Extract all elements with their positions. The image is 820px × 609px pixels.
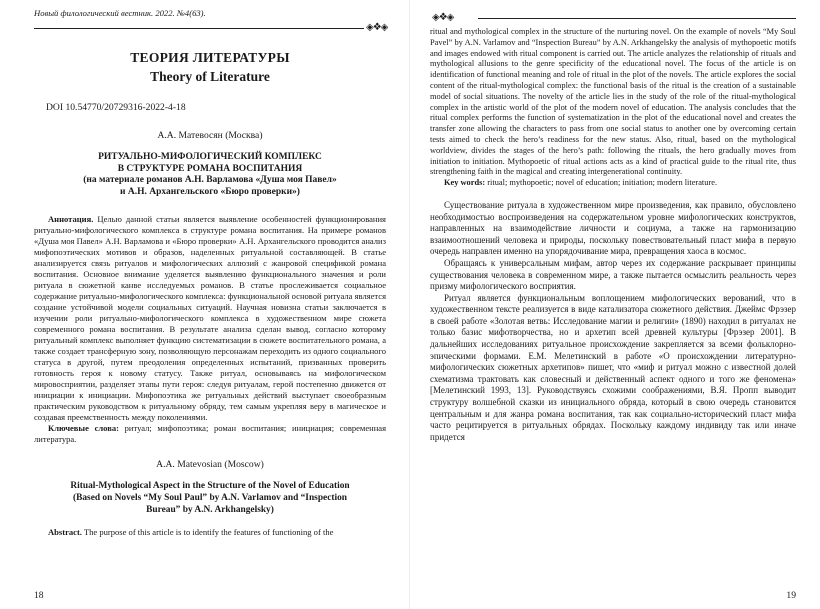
title-ru-line: РИТУАЛЬНО-МИФОЛОГИЧЕСКИЙ КОМПЛЕКС [98,152,322,162]
title-ru-line: В СТРУКТУРЕ РОМАНА ВОСПИТАНИЯ [117,163,303,174]
body-paragraph: Ритуал является функциональным воплощением мифологических верований, что в художественном тексте реализуется в виде катализатора сюжетного действия. Джеймс Фрэзер в своей работе «Золотая ветвь: Исследование магии и религии» (1890) находил в ритуалах не только базис мифотворчества, но и архетип всей древней культуры [Фрэзер 2001]. В дальнейших исследованиях ритуальное происхождение закрепляется за всеми фольклорно-эпическими формами. Е.М. Мелетинский в работе «О происхождении литературно-мифологических сюжетных архетипов» пишет, что «миф и ритуал можно с известной долей схематизма трактовать как словесный и действенный аспект одного и того же феномена» [Мелетинский 1993, 13]. Руководствуясь схожими соображениями, В.Я. Пропп выводит структуру волшебной сказки из инициального обряда, который в свою очередь становится центральным и для жанра романа воспитания, так как социально-исторический пласт мифа часто рецитируется в ритуальных обрядах. Поскольку каждому индивиду так или иначе придется [430,292,796,442]
author-ru: А.А. Матевосян (Москва) [157,130,263,141]
keywords-en [430,178,796,189]
page-number-left: 18 [34,590,44,601]
abstract-ru-text: Целью данной статьи является выявление особенностей функционирования ритуально-мифологического комплекса в структуре романа воспитания. На примере романов «Душа моя Павел» А.Н. Варламова и «Бюро проверки» А.Н. Архангельского проводится анализ мифопоэтических мотивов и образов, наделенных ритуальной составляющей. В статье анализируется связь ритуалов и мифологических аллюзий с жанровой спецификой романа воспитания. Основное внимание уделяется выявлению функционального значения и роли ритуала в сюжетной канве исследуемых романов. В статье прослеживается социальное содержание ритуально-мифологического комплекса: функциональной основой ритуала является создание устойчивой модели социальных ситуаций. Научная новизна статьи заключается в изучении роли ритуально-мифологического комплекса в художественном мире сюжета современного романа воспитания. В результате анализа сделан вывод, согласно которому ритуальный комплекс выполняет функцию систематизации в сюжете воспитательного романа, а также создает трансферную зону, позволяющую персонажам переходить из одного социального статуса в другой, путем преодоления определенных испытаний, призванных проверить готовность героя к новому статусу. Также ритуал, основываясь на мифологическом мировосприятии, разделяет этапы пути героя: следуя ритуалам, герой постепенно движется от инициации к инициации. Мифопоэтика же ритуальных действий выступает своеобразным практическим руководством к ритуальному обряду, тем самым укрепляя веру в магическое и создавая преемственность между поколениями. [34,214,386,423]
title-en-line: Bureau” by A.N. Arkhangelsky) [146,504,274,515]
ornament-icon: ◈❖◈ [366,22,388,33]
section-title-en: Theory of Literature [150,69,270,84]
abstract-en-text: The purpose of this article is to identify the features of functioning of the [81,527,334,538]
ornament-icon: ◈❖◈ [432,12,454,23]
article-title-en [34,481,386,516]
right-body [430,27,796,443]
keywords-ru-label: Ключевые слова: [48,423,119,434]
abstract-en [34,527,386,538]
body-paragraph: Существование ритуала в художественном мире произведения, как правило, обусловлено необходимостью воспроизведения на содержательном уровне мифологических конструктов, направленных на взаимодействие личности и социума, а также на гармонизацию взаимоотношений человека и природы, поскольку повествовательный пласт мифа в первую очередь направлен именно на упорядочивание мира, превращения хаоса в космос. [430,199,796,257]
keywords-en-text: ritual; mythopoetic; novel of education; initiation; modern literature. [485,178,718,188]
running-title: Новый филологический вестник. 2022. №4(63). [34,8,206,18]
title-en-line: Ritual-Mythological Aspect in the Structure of the Novel of Education [70,481,350,492]
article-title-ru [34,152,386,198]
title-ru-line: и А.Н. Архангельского «Бюро проверки») [120,186,300,197]
header-rule-right [430,12,796,26]
abstract-ru [34,214,386,423]
doi: DOI 10.54770/20729316-2022-4-18 [46,102,186,113]
section-title-ru: ТЕОРИЯ ЛИТЕРАТУРЫ [130,50,290,65]
keywords-ru-text: ритуал; мифопоэтика; роман воспитания; инициация; современная литература. [34,423,386,445]
right-page [410,0,820,609]
abstract-ru-label: Аннотация. [48,214,94,225]
body-paragraph: Обращаясь к универсальным мифам, автор через их содержание раскрывает принципы существования человека в современном мире, а также пытается осмыслить реальность через призму мифологического восприятия. [430,257,796,292]
header-rule [34,22,386,36]
page-number-right: 19 [786,590,796,601]
keywords-en-label: Key words: [444,178,486,188]
author-en: A.A. Matevosian (Moscow) [156,459,264,471]
abstract-en-label: Abstract. [48,527,82,538]
keywords-ru [34,423,386,445]
abstract-en-continued: ritual and mythological complex in the structure of the nurturing novel. On the example of novels “My Soul Pavel” by A.N. Varlamov and “Inspection Bureau” by A.N. Arkhangelsky the analysis of mythopoetic motifs and images endowed with ritual component is carried out. The article analyzes the relationship of rituals and mythological allusions to the genre specificity of the educational novel. The focus of the article is on identification of functional meaning and role of ritual in the plot of the novels. The article explores the social content of the ritual-mythological complex: the functional basis of the ritual is the creation of a sustainable model of social situations. The novelty of the article lies in the study of the role of the ritual-mythological complex in the artistic world of the plot of the modern novel of education. The analysis concludes that the ritual complex performs the function of systematization in the plot of the educational novel and creates the transfer zone allowing the characters to pass from one social status to another one by overcoming certain tests aimed to check the hero’s readiness for the new status. Also, ritual, based on the mythological worldview, divides the stages of the hero’s path: following the rituals, the hero gradually moves from initiation to initiation. Mythopoetic of ritual actions acts as a kind of practical guide to the ritual rite, thus strengthening faith in the magical and creating intergenerational continuity. [430,27,796,177]
title-en-line: (Based on Novels “My Soul Paul” by A.N. Varlamov and “Inspection [72,492,347,503]
title-ru-line: (на материале романов А.Н. Варламова «Душа моя Павел» [83,175,337,186]
